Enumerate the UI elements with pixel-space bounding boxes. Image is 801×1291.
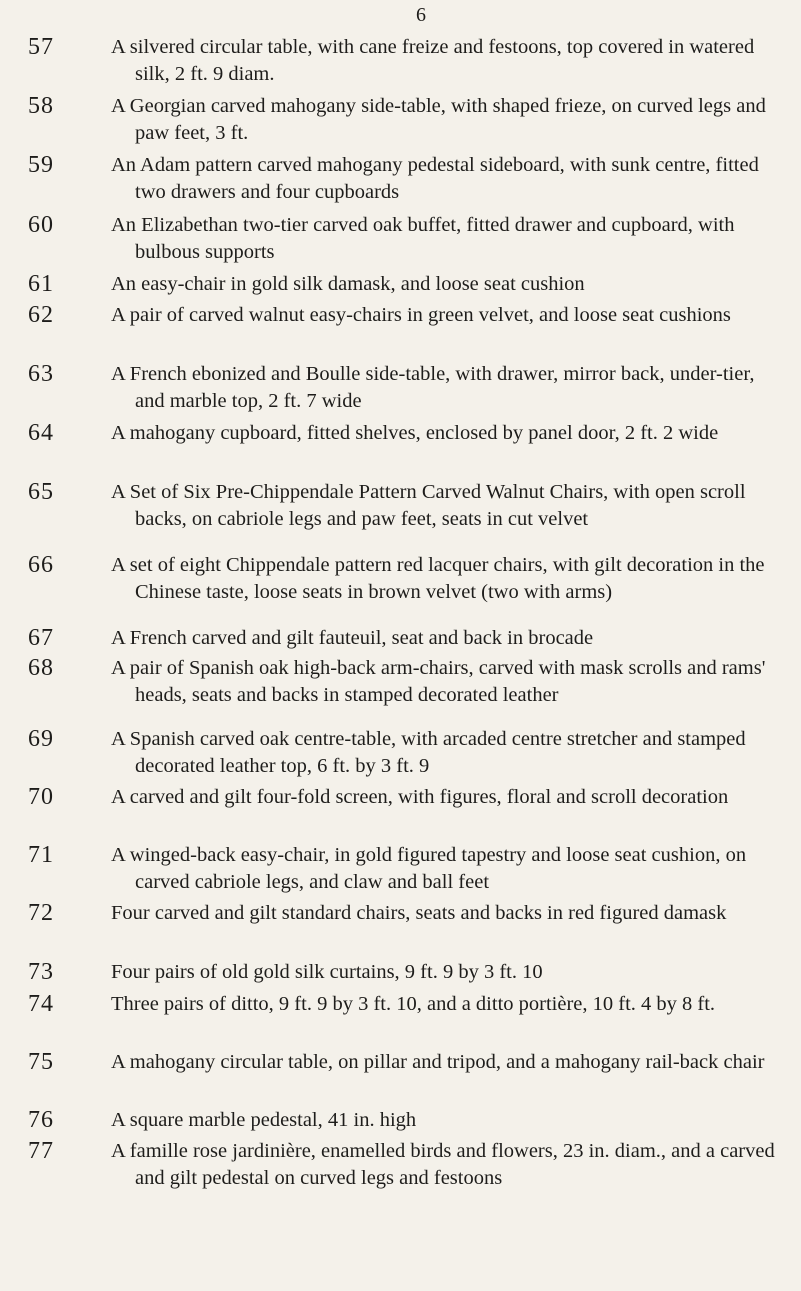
lot-number: 65 [28, 479, 54, 505]
lot-description: A square marble pedestal, 41 in. high [111, 1109, 417, 1131]
lot-number: 75 [28, 1049, 54, 1075]
lot-description: An Adam pattern carved mahogany pedestal sideboard, with sunk centre, fitted two drawers and four cupboards [111, 154, 759, 203]
lot-description: A mahogany cupboard, fitted shelves, enclosed by panel door, 2 ft. 2 wide [111, 422, 719, 444]
lot-number: 67 [28, 625, 54, 651]
lot-number: 73 [28, 959, 54, 985]
page-number: 6 [416, 4, 426, 26]
lot-description: A carved and gilt four-fold screen, with figures, floral and scroll decoration [111, 786, 729, 808]
lot-number: 63 [28, 361, 54, 387]
lot-description: A winged-back easy-chair, in gold figured tapestry and loose seat cushion, on carved cabriole legs, and claw and ball feet [111, 844, 747, 893]
lot-description: A silvered circular table, with cane freize and festoons, top covered in watered silk, 2 ft. 9 diam. [111, 36, 755, 85]
lot-number: 58 [28, 93, 54, 119]
lot-description: A French ebonized and Boulle side-table, with drawer, mirror back, under-tier, and marble top, 2 ft. 7 wide [111, 363, 755, 412]
lot-number: 68 [28, 655, 54, 681]
lot-number: 61 [28, 271, 54, 297]
lot-description: A pair of Spanish oak high-back arm-chairs, carved with mask scrolls and rams' heads, seats and backs in stamped decorated leather [111, 657, 766, 706]
lot-description: Four carved and gilt standard chairs, seats and backs in red figured damask [111, 902, 727, 924]
lot-description: Four pairs of old gold silk curtains, 9 ft. 9 by 3 ft. 10 [111, 961, 543, 983]
lot-number: 77 [28, 1138, 54, 1164]
lot-number: 74 [28, 991, 54, 1017]
lot-number: 57 [28, 34, 54, 60]
lot-description: A mahogany circular table, on pillar and tripod, and a mahogany rail-back chair [111, 1051, 765, 1073]
lot-description: A Spanish carved oak centre-table, with arcaded centre stretcher and stamped decorated leather top, 6 ft. by 3 ft. 9 [111, 728, 746, 777]
lot-number: 62 [28, 302, 54, 328]
lot-description: An easy-chair in gold silk damask, and loose seat cushion [111, 273, 585, 295]
lot-number: 76 [28, 1107, 54, 1133]
lot-number: 59 [28, 152, 54, 178]
lot-description: An Elizabethan two-tier carved oak buffet, fitted drawer and cupboard, with bulbous supports [111, 214, 735, 263]
lot-number: 70 [28, 784, 54, 810]
lot-number: 66 [28, 552, 54, 578]
lot-description: A set of eight Chippendale pattern red lacquer chairs, with gilt decoration in the Chinese taste, loose seats in brown velvet (two with arms) [111, 554, 765, 603]
lot-number: 72 [28, 900, 54, 926]
lot-description: A Georgian carved mahogany side-table, with shaped frieze, on curved legs and paw feet, 3 ft. [111, 95, 766, 144]
lot-number: 60 [28, 212, 54, 238]
lot-number: 69 [28, 726, 54, 752]
lot-description: A famille rose jardinière, enamelled birds and flowers, 23 in. diam., and a carved and gilt pedestal on curved legs and festoons [111, 1140, 775, 1189]
lot-description: A Set of Six Pre-Chippendale Pattern Carved Walnut Chairs, with open scroll backs, on cabriole legs and paw feet, seats in cut velvet [111, 481, 746, 530]
lot-number: 64 [28, 420, 54, 446]
lot-description: A French carved and gilt fauteuil, seat and back in brocade [111, 627, 594, 649]
lot-description: Three pairs of ditto, 9 ft. 9 by 3 ft. 10, and a ditto portière, 10 ft. 4 by 8 ft. [111, 993, 716, 1015]
lot-description: A pair of carved walnut easy-chairs in green velvet, and loose seat cushions [111, 304, 731, 326]
lot-number: 71 [28, 842, 54, 868]
